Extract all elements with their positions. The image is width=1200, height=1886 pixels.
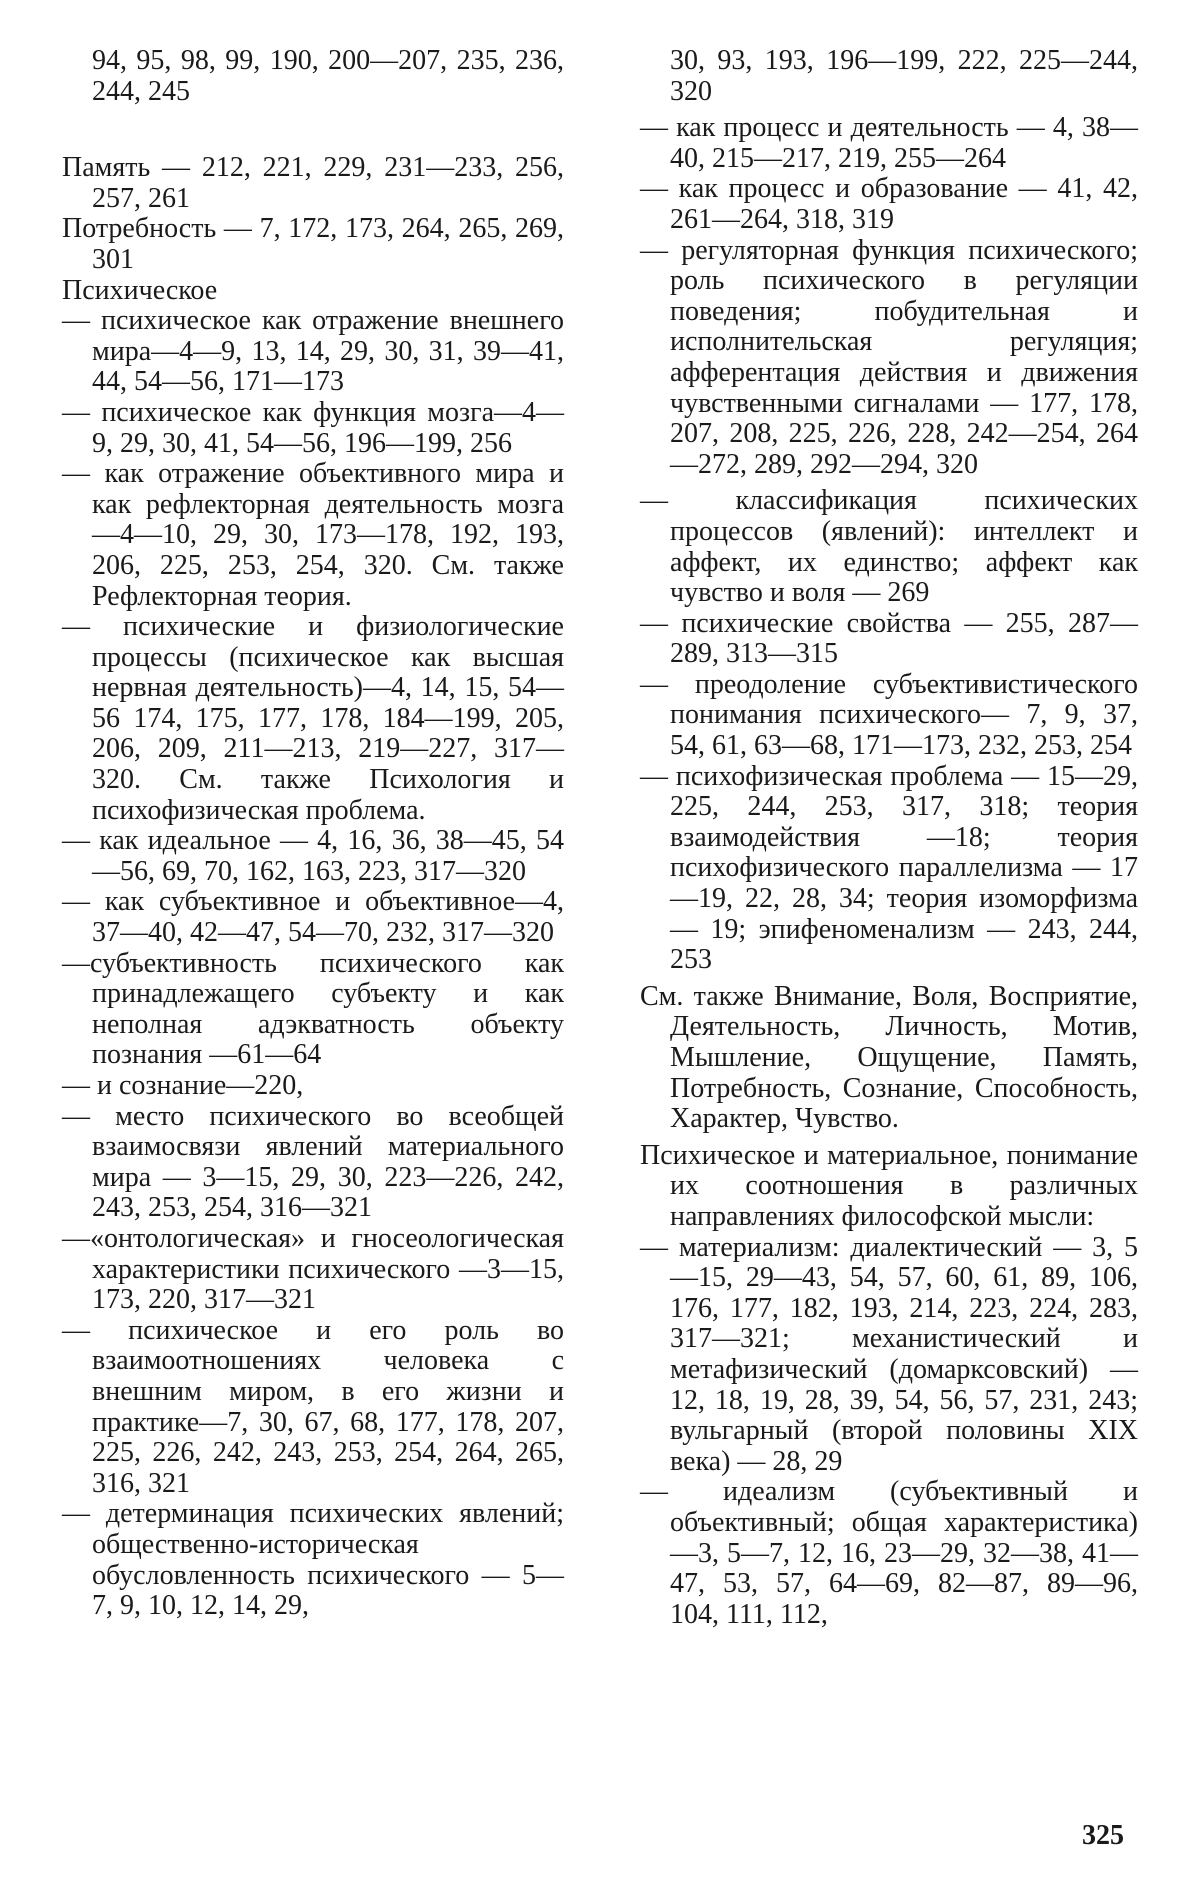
left-column — [62, 46, 564, 1622]
index-subentry: — материализм: диалектический — 3, 5—15, 29—43, 54, 57, 60, 61, 89, 106, 176, 177, 182, 193, 214, 223, 224, 283, 317—321; механистический и метафизический (домарксовский) — 12, 18, 19, 28, 39, 54, 56, 57, 231, 243; вульгарный (второй половины XIX века) — 28, 29 — [640, 1231, 1138, 1477]
index-subentry: — психофизическая проблема — 15—29, 225, 244, 253, 317, 318; теория взаимодействия —18; теория психофизического параллелизма — 17—19, 22, 28, 34; теория изоморфизма — 19; эпифеноменализм — 243, 244, 253 — [640, 760, 1138, 976]
index-subentry: —«онтологическая» и гносеологическая характеристики психического —3—15, 173, 220, 317—321 — [62, 1222, 564, 1316]
index-subentry: — регуляторная функция психического; роль психического в регуляции поведения; побудительная и исполнительская регуляция; афферентация действия и движения чувственными сигналами — 177, 178, 207, 208, 225, 226, 228, 242—254, 264—272, 289, 292—294, 320 — [640, 234, 1138, 480]
index-entry-potrebnost: Потребность — 7, 172, 173, 264, 265, 269, 301 — [62, 213, 564, 275]
right-column — [640, 46, 1138, 1630]
index-subentry: — психическое как отражение внешнего мира—4—9, 13, 14, 29, 30, 31, 39—41, 44, 54—56, 171—173 — [62, 305, 564, 398]
index-subentry: — психическое и его роль во взаимоотношениях человека с внешним миром, в его жизни и практике—7, 30, 67, 68, 177, 178, 207, 225, 226, 242, 243, 253, 254, 264, 265, 316, 321 — [62, 1314, 564, 1499]
index-subentry: — детерминация психических явлений; общественно-историческая обусловленность психического — 5—7, 9, 10, 12, 14, 29, — [62, 1498, 564, 1622]
index-subentry: — психическое как функция мозга—4—9, 29, 30, 41, 54—56, 196—199, 256 — [62, 396, 564, 459]
index-subentry: — как процесс и деятельность — 4, 38—40, 215—217, 219, 255—264 — [640, 112, 1138, 174]
index-entry-continuation: 94, 95, 98, 99, 190, 200—207, 235, 236, 244, 245 — [92, 45, 564, 107]
index-entry-psikhicheskoe-i-materialnoe: Психическое и материальное, понимание их соотношения в различных направлениях философской мысли: — [640, 1139, 1138, 1232]
index-subentry: — как субъективное и объективное—4, 37—40, 42—47, 54—70, 232, 317—320 — [62, 886, 564, 949]
index-subentry: — классификация психических процессов (явлений): интеллект и аффект, их единство; аффект как чувство и воля — 269 — [640, 485, 1138, 609]
index-subentry: —субъективность психического как принадлежащего субъекту и как неполная адэкватность объекту познания —61—64 — [62, 947, 564, 1071]
index-entry-pamyat: Память — 212, 221, 229, 231—233, 256, 257, 261 — [62, 152, 564, 214]
index-subentry: — преодоление субъективистического понимания психического— 7, 9, 37, 54, 61, 63—68, 171—173, 232, 253, 254 — [640, 668, 1138, 762]
index-subentry: — идеализм (субъективный и объективный; общая характеристика) —3, 5—7, 12, 16, 23—29, 32—38, 41—47, 53, 57, 64—69, 82—87, 89—96, 104, 111, 112, — [640, 1476, 1138, 1630]
index-subentry: — как идеальное — 4, 16, 36, 38—45, 54—56, 69, 70, 162, 163, 223, 317—320 — [62, 825, 564, 887]
page-number: 325 — [1082, 1820, 1124, 1851]
index-subentry: — и сознание—220, — [62, 1070, 304, 1101]
index-subentry: — как процесс и образование — 41, 42, 261—264, 318, 319 — [640, 173, 1138, 235]
index-subentry: — психические и физиологические процессы (психическое как высшая нервная деятельность)—4, 14, 15, 54—56 174, 175, 177, 178, 184—199, 205, 206, 209, 211—213, 219—227, 317—320. См. также Психология и психофизическая проблема. — [62, 611, 564, 826]
index-subentry: — как отражение объективного мира и как рефлекторная деятельность мозга—4—10, 29, 30, 173—178, 192, 193, 206, 225, 253, 254, 320. См. также Рефлекторная теория. — [62, 458, 564, 612]
index-subentry: — место психического во всеобщей взаимосвязи явлений материального мира — 3—15, 29, 30, 223—226, 242, 243, 253, 254, 316—321 — [62, 1100, 564, 1224]
index-see-also: См. также Внимание, Воля, Восприятие, Деятельность, Личность, Мотив, Мышление, Ощущение, Память, Потребность, Сознание, Способность, Характер, Чувство. — [640, 980, 1138, 1135]
index-entry-continuation: 30, 93, 193, 196—199, 222, 225—244, 320 — [670, 45, 1138, 107]
index-entry-psikhicheskoe: Психическое — [62, 274, 218, 306]
index-subentry: — психические свойства — 255, 287—289, 313—315 — [640, 607, 1138, 670]
